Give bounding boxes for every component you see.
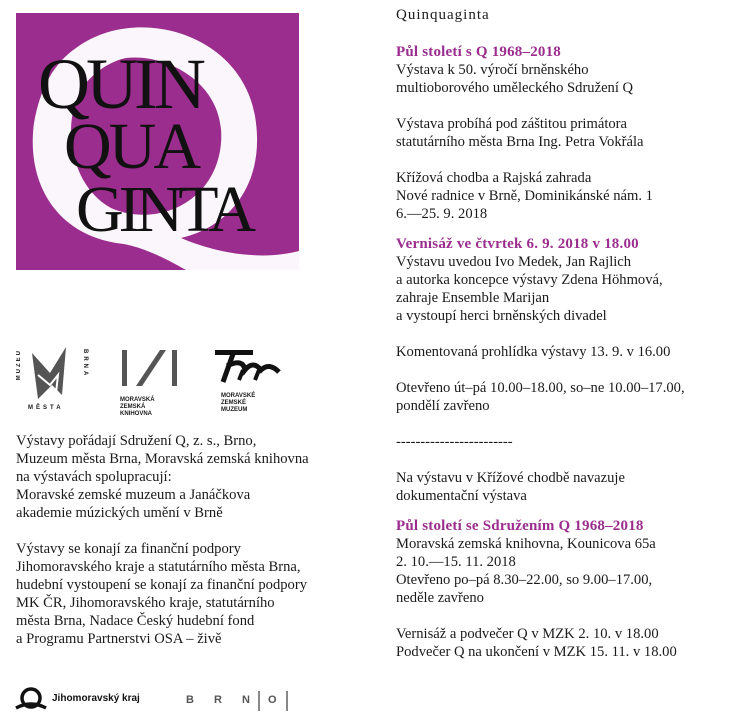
text-line: Na výstavu v Křížové chodbě navazuje [396, 470, 625, 486]
text-line: Muzeum města Brna, Moravská zemská knihovna [16, 451, 309, 467]
brno-letter: O [268, 694, 277, 706]
text-line: statutárního města Brna Ing. Petra Vokřála [396, 134, 644, 150]
text-line: 6.—25. 9. 2018 [396, 206, 488, 222]
text-line: a vystoupí herci brněnských divadel [396, 308, 607, 324]
brno-letter: R [214, 694, 222, 706]
brno-divider [286, 691, 288, 711]
brno-divider [258, 691, 260, 711]
info-title: Quinquaginta [396, 7, 490, 23]
exhibition-info [396, 6, 741, 661]
text-line: dokumentační výstava [396, 488, 527, 504]
muzeum-logo-mark [28, 345, 70, 401]
text-line: Výstavu uvedou Ivo Medek, Jan Rajlich [396, 254, 632, 270]
brno-letter: N [242, 694, 250, 706]
heading-documentary: Půl století se Sdružením Q 1968–2018 [396, 518, 644, 534]
text-line: města Brna, Nadace Český hudební fond [16, 613, 255, 629]
text-line: Vernisáž a podvečer Q v MZK 2. 10. v 18.00 [396, 626, 659, 642]
muzeum-logo-vertical-left: MUZEU [16, 349, 22, 381]
brno-letter: B [186, 694, 194, 706]
mzm-logo [213, 348, 285, 414]
mzm-logo-line: MORAVSKÉ [221, 393, 256, 399]
mzm-logo-line: MUZEUM [221, 407, 248, 413]
mzk-logo-line: MORAVSKÁ [120, 397, 155, 403]
text-line: Výstavy se konají za finanční podpory [16, 541, 241, 557]
text-line: Otevřeno po–pá 8.30–22.00, so 9.00–17.00, [396, 572, 653, 588]
poster-line-3: GINTA [76, 173, 251, 246]
brno-logo [186, 691, 301, 711]
muzeum-logo-vertical-right: BRNA [82, 349, 88, 379]
mzk-logo-mark [120, 348, 180, 388]
heading-vernisage: Vernisáž ve čtvrtek 6. 9. 2018 v 18.00 [396, 236, 639, 252]
poster-artwork [16, 13, 299, 270]
poster-line-1: QUIN [38, 44, 202, 124]
text-line: neděle zavřeno [396, 590, 484, 606]
mzk-logo [120, 348, 190, 417]
opening-hours-text: pondělí zavřeno [396, 398, 490, 414]
exhibition-poster [16, 13, 299, 270]
opening-hours-text: Otevřeno út–pá 10.00–18.00, so–ne 10.00–17.00, [396, 380, 685, 396]
guided-tour-text: Komentovaná prohlídka výstavy 13. 9. v 16.00 [396, 344, 671, 360]
text-line: na výstavách spolupracují: [16, 469, 172, 485]
text-line: zahraje Ensemble Marijan [396, 290, 550, 306]
muzeum-logo-bottom: MĚSTA [28, 405, 64, 411]
mzm-logo-mark [213, 348, 283, 384]
text-line: a Programu Partnerstvi OSA – živě [16, 631, 222, 647]
text-line: Moravská zemská knihovna, Kounicova 65a [396, 536, 656, 552]
text-line: Jihomoravského kraje a statutárního města Brna, [16, 559, 301, 575]
kraj-logo-name: Jihomoravský kraj [52, 693, 140, 704]
organizers-text [16, 432, 356, 648]
text-line: Nové radnice v Brně, Dominikánské nám. 1 [396, 188, 653, 204]
mzm-logo-line: ZEMSKÉ [221, 400, 247, 406]
text-line: Výstavy pořádají Sdružení Q, z. s., Brno, [16, 433, 257, 449]
mzk-logo-line: KNIHOVNA [120, 411, 153, 417]
mzk-logo-line: ZEMSKÁ [120, 404, 146, 410]
heading-main-exhibition: Půl století s Q 1968–2018 [396, 44, 561, 60]
text-line: Výstava k 50. výročí brněnského [396, 62, 589, 78]
text-line: Moravské zemské muzeum a Janáčkova [16, 487, 251, 503]
text-line: a autorka koncepce výstavy Zdena Höhmová, [396, 272, 663, 288]
text-line: Křížová chodba a Rajská zahrada [396, 170, 592, 186]
divider-dashes: ------------------------ [396, 434, 513, 450]
text-line: MK ČR, Jihomoravského kraje, statutárního [16, 595, 275, 611]
text-line: 2. 10.—15. 11. 2018 [396, 554, 516, 570]
text-line: Podvečer Q na ukončení v MZK 15. 11. v 18.00 [396, 644, 677, 660]
muzeum-mesta-brna-logo [14, 345, 94, 413]
text-line: Výstava probíhá pod záštitou primátora [396, 116, 628, 132]
text-line: akademie múzických umění v Brně [16, 505, 223, 521]
poster-line-2: QUA [64, 110, 198, 183]
text-line: multioborového uměleckého Sdružení Q [396, 80, 634, 96]
text-line: hudební vystoupení se konají za finanční podpory [16, 577, 307, 593]
kraj-logo-mark [14, 686, 48, 712]
jihomoravsky-kraj-logo [14, 686, 164, 716]
